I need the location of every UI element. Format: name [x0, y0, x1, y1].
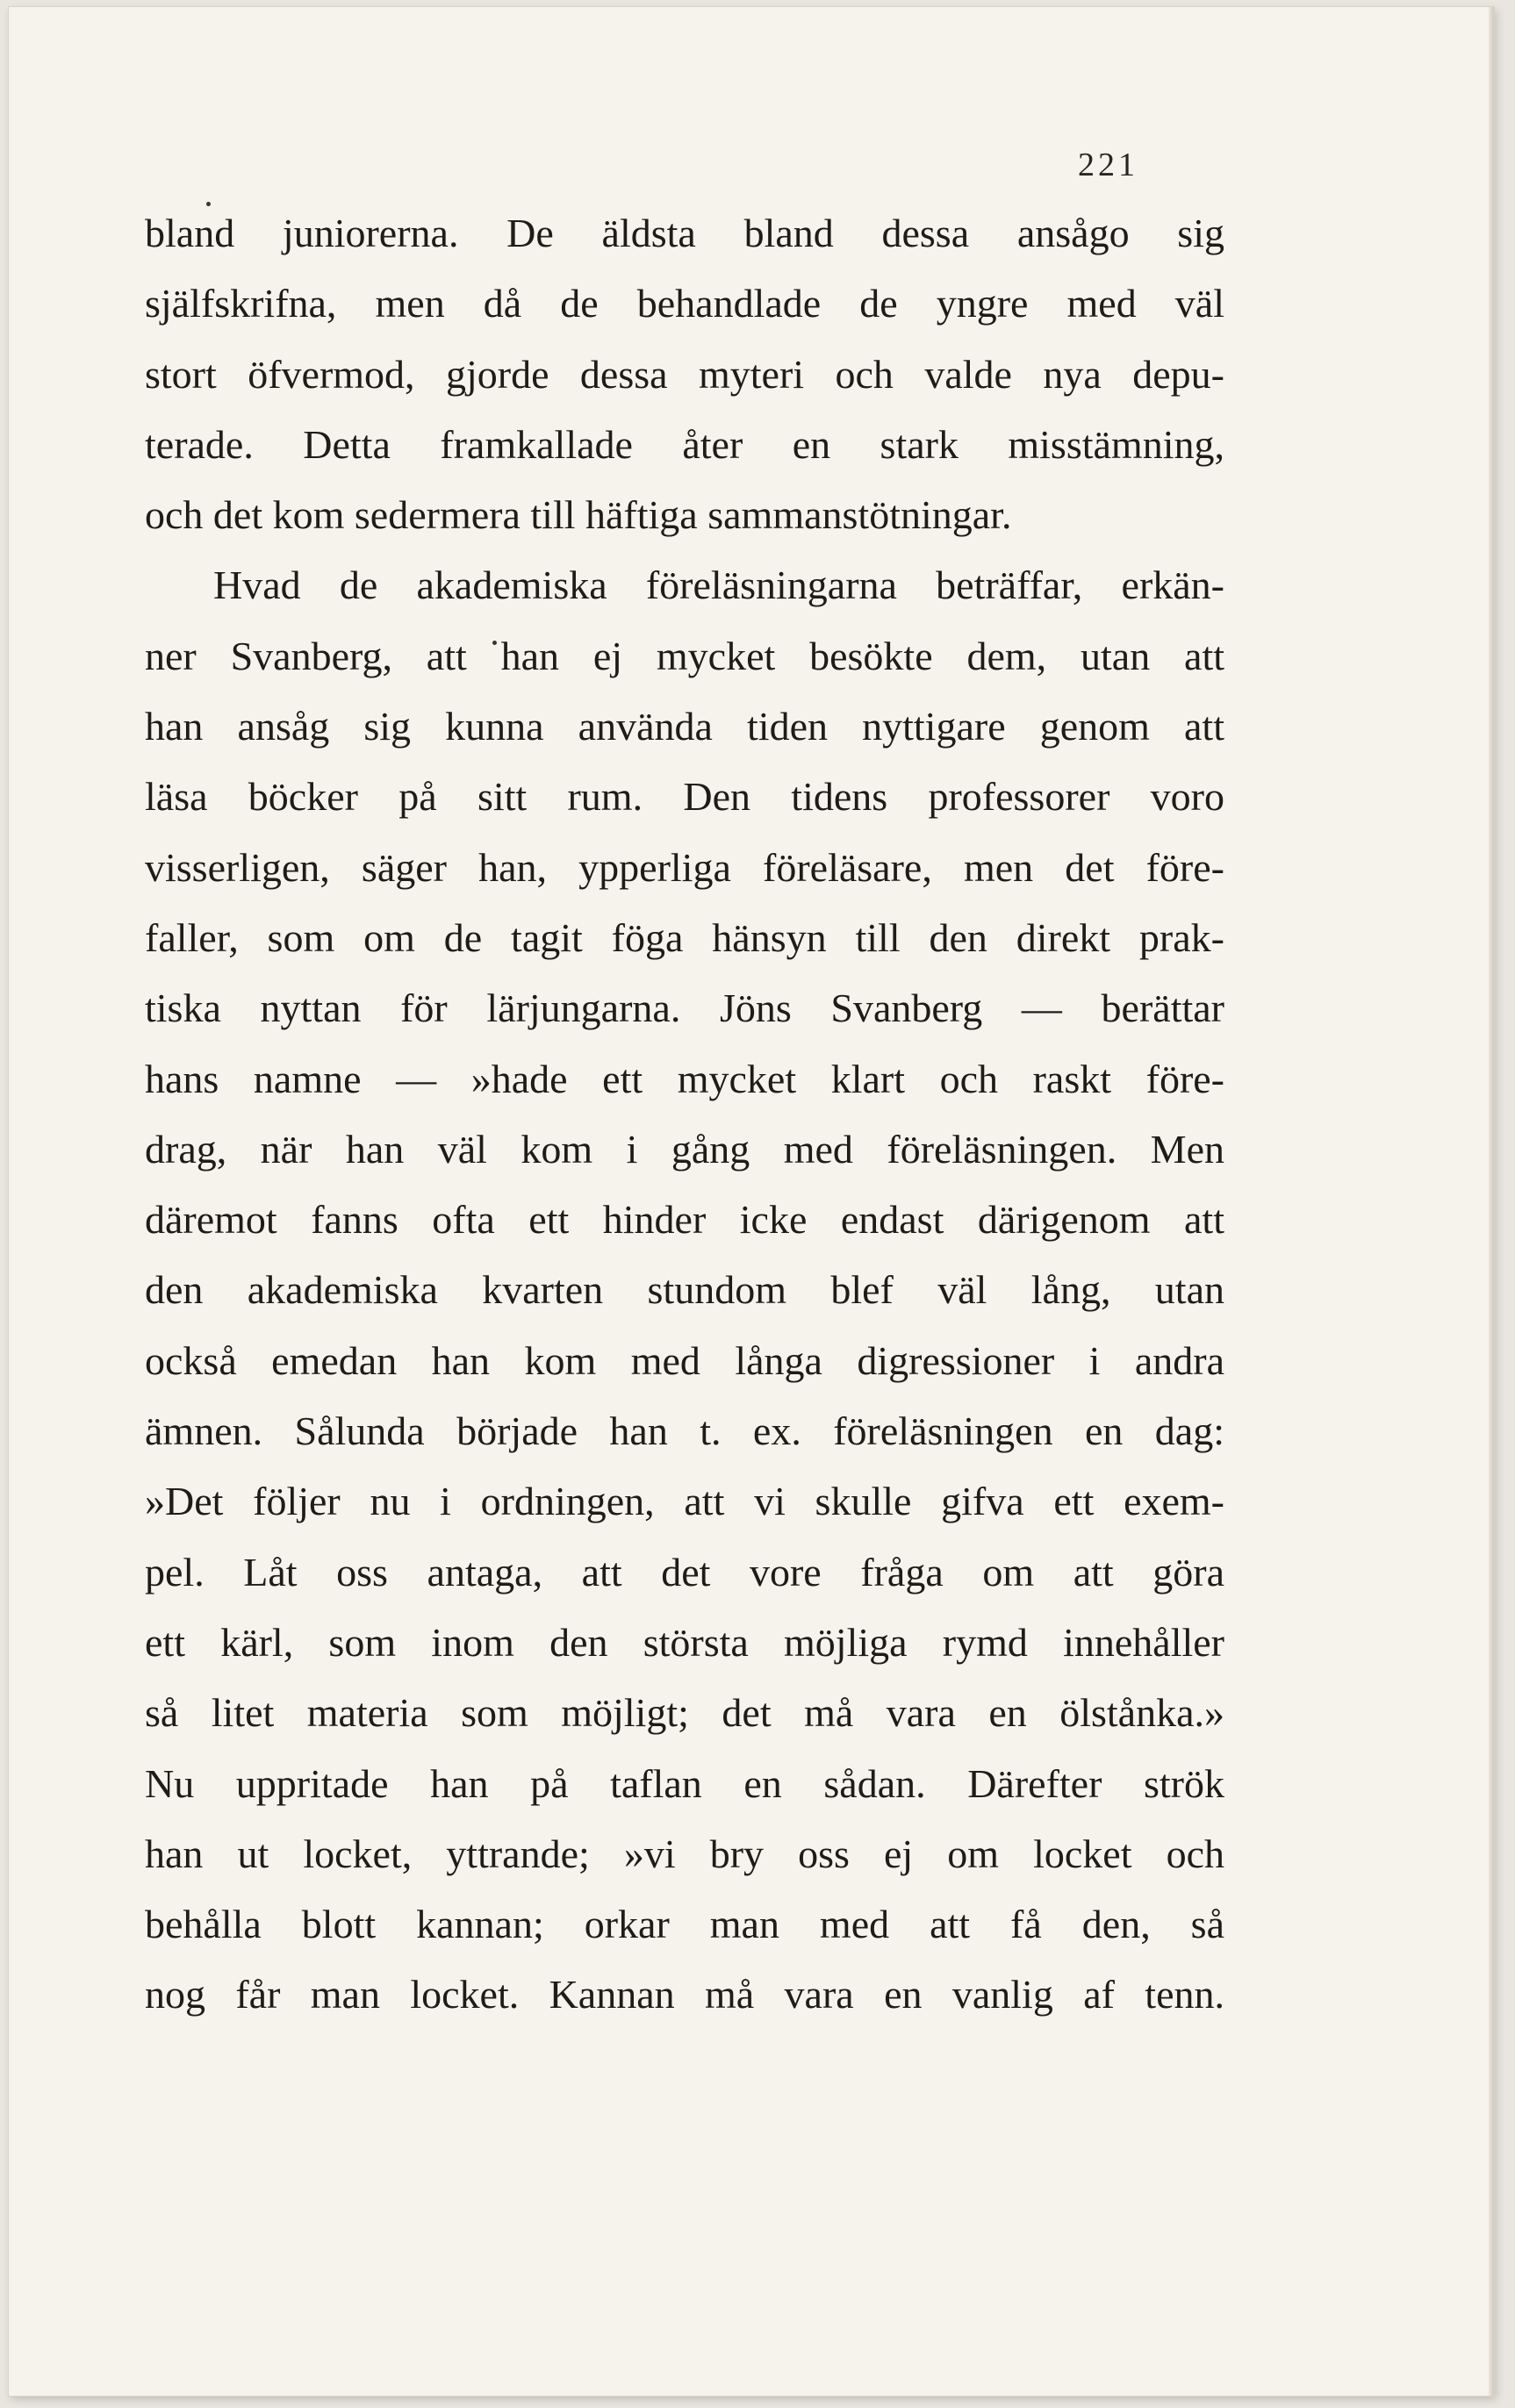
text-line: den akademiska kvarten stundom blef väl lång, utan [145, 1267, 1224, 1313]
page-edge [1489, 7, 1494, 2396]
text-line: själfskrifna, men då de behandlade de yngre med väl [145, 281, 1224, 326]
paragraph-first-line: Hvad de akademiska föreläsningarna beträffar, erkän- [213, 563, 1224, 608]
text-line: han ansåg sig kunna använda tiden nyttigare genom att [145, 704, 1224, 749]
text-line: och det kom sedermera till häftiga sammanstötningar. [145, 492, 1012, 538]
text-line: också emedan han kom med långa digressioner i andra [145, 1337, 1224, 1383]
text-line: »Det följer nu i ordningen, att vi skulle gifva ett exem- [145, 1479, 1224, 1524]
text-line: ämnen. Sålunda började han t. ex. föreläsningen en dag: [145, 1408, 1224, 1454]
text-line: nog får man locket. Kannan må vara en vanlig af tenn. [145, 1972, 1224, 2017]
text-line: läsa böcker på sitt rum. Den tidens professorer voro [145, 774, 1224, 820]
text-line: bland juniorerna. De äldsta bland dessa ansågo sig [145, 211, 1224, 255]
book-page [9, 7, 1494, 2396]
text-line: så litet materia som möjligt; det må vara en ölstånka.» [145, 1690, 1224, 1736]
page-number: 221 [1078, 147, 1138, 183]
text-line: tiska nyttan för lärjungarna. Jöns Svanberg — berättar [145, 985, 1224, 1031]
text-line: stort öfvermod, gjorde dessa myteri och valde nya depu- [145, 351, 1224, 397]
text-line: hans namne — »hade ett mycket klart och raskt före- [145, 1056, 1224, 1101]
text-line: däremot fanns ofta ett hinder icke endast därigenom att [145, 1197, 1224, 1243]
text-line: drag, när han väl kom i gång med föreläsningen. Men [145, 1126, 1224, 1172]
text-line: ner Svanberg, att han ej mycket besökte dem, utan att [145, 633, 1224, 678]
text-line: behålla blott kannan; orkar man med att få den, så [145, 1902, 1224, 1947]
text-line: faller, som om de tagit föga hänsyn till den direkt prak- [145, 914, 1224, 960]
text-line: Nu uppritade han på taflan en sådan. Därefter strök [145, 1760, 1224, 1806]
text-line: ett kärl, som inom den största möjliga rymd innehåller [145, 1619, 1224, 1665]
body-text [145, 198, 1224, 2031]
text-line: visserligen, säger han, ypperliga föreläsare, men det före- [145, 844, 1224, 890]
text-line: pel. Låt oss antaga, att det vore fråga om att göra [145, 1549, 1224, 1595]
text-line: han ut locket, yttrande; »vi bry oss ej om locket och [145, 1831, 1224, 1876]
text-line: terade. Detta framkallade åter en stark misstämning, [145, 421, 1224, 467]
